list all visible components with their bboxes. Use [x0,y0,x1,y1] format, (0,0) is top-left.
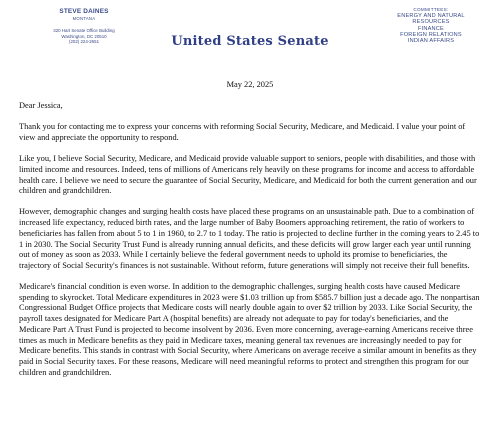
committee-item: RESOURCES [412,19,450,26]
committee-item: ENERGY AND NATURAL [397,13,465,19]
committee-item: FOREIGN RELATIONS [400,31,462,38]
body-paragraph: Like you, I believe Social Security, Medicare, and Medicaid provide valuable support to seniors, people with disabilities, and those with limited income and resources. Indeed, tens of millions of Americans rely heavily on these programs for income and access to affordable health care. I believe we need to secure the guarantee of Social Security, Medicare, and Medicaid for both the current generation and our children and grandchildren. [19,154,477,196]
senator-name: STEVE DAINES [59,8,109,15]
address-line: (202) 224-2651 [68,39,100,45]
committees-block [372,7,490,44]
salutation: Dear Jessica, [19,101,63,111]
committee-item: INDIAN AFFAIRS [407,38,455,45]
letter-body [19,80,481,389]
institution-name: United States Senate [171,34,329,49]
body-paragraph: Medicare's financial condition is even worse. In addition to the demographic challenges, surging health costs have caused Medicare spending to skyrocket. Total Medicare expenditures in 2023 were $1.03 trillion up from $585.7 billion just a decade ago. The nonpartisan Congressional Budget Office projects that Medicare costs will nearly double again to over $2 trillion by 2033. Like Social Security, the payroll taxes designated for Medicare Part A (hospital benefits) are already not adequate to pay for today's beneficiaries, and the Medicare Part A Trust Fund is projected to become insolvent by 2036. Even more concerning, average-earning Americans receive three times as much in Medicare benefits as they paid in Medicare taxes, meaning general tax revenues are increasingly needed to pay for Medicare benefits. This stands in contrast with Social Security, where Americans on average receive a similar amount in benefits as they paid in Social Security taxes. For these reasons, Medicare will need meaningful reforms to protect and strengthen this program for our children and grandchildren. [19,282,480,377]
body-paragraph: However, demographic changes and surging health costs have placed these programs on an unsustainable path. Due to a combination of increased life expectancy, reduced birth rates, and the large number of Baby Boomers approaching retirement, the ratio of workers to beneficiaries has fallen from about 5 to 1 in 1960, to 2.7 to 1 today. The ratio is projected to decline further in the coming years to 2.45 to 1 in 2030. The Social Security Trust Fund is already running annual deficits, and these deficits will grow larger each year until running out of money as soon as 2033. While I certainly believe the federal government needs to uphold its promise to beneficiaries, the trajectory of Social Security's finances is not sustainable. Without reform, future generations will simply not receive their full benefits. [19,207,480,270]
senator-state: MONTANA [72,16,96,21]
body-paragraph: Thank you for contacting me to express your concerns with reforming Social Security, Medicare, and Medicaid. I value your point of view and appreciate the opportunity to respond. [19,122,466,143]
senator-block [38,8,130,45]
committees-heading: COMMITTEES: [413,7,449,12]
committee-item: FINANCE [418,25,444,32]
address-line: Washington, DC 20510 [61,33,107,39]
address-line: 320 Hart Senate Office Building [53,28,115,33]
letter-date: May 22, 2025 [226,80,274,89]
office-address [38,28,130,45]
